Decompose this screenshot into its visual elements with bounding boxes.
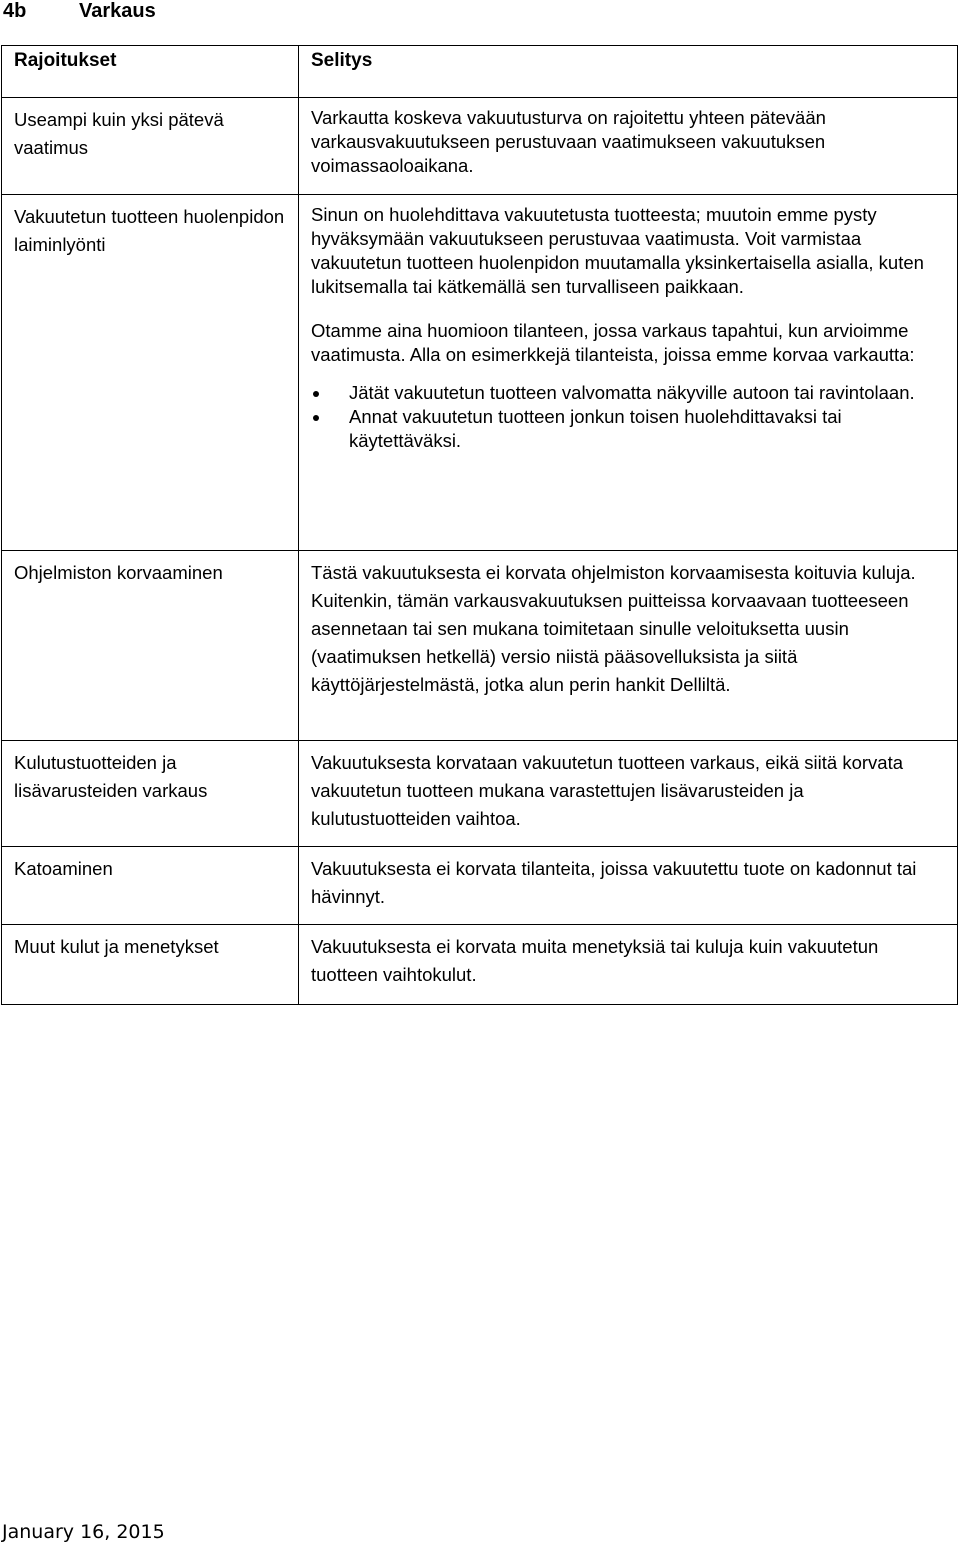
list-item-text: Annat vakuutetun tuotteen jonkun toisen huolehdittavaksi tai käytettäväksi. <box>349 406 842 451</box>
section-title: Varkaus <box>79 0 156 22</box>
table-header-row <box>2 46 958 98</box>
table-row <box>2 847 958 925</box>
row-label: Muut kulut ja menetykset <box>2 925 299 1005</box>
table-row <box>2 98 958 195</box>
row-explanation <box>299 551 958 741</box>
bullet-icon <box>313 391 319 397</box>
row-explanation <box>299 847 958 925</box>
list-item <box>349 405 947 453</box>
row-explanation <box>299 195 958 551</box>
row-explanation <box>299 98 958 195</box>
section-heading <box>3 0 156 24</box>
limitations-table <box>1 45 958 1005</box>
explanation-paragraph: Vakuutuksesta ei korvata tilanteita, joissa vakuutettu tuote on kadonnut tai hävinnyt. <box>311 858 917 907</box>
table-row <box>2 741 958 847</box>
row-label: Useampi kuin yksi pätevä vaatimus <box>2 98 299 195</box>
explanation-paragraph: Otamme aina huomioon tilanteen, jossa varkaus tapahtui, kun arvioimme vaatimusta. Alla on esimerkkejä tilanteista, joissa emme korvaa varkautta: <box>311 320 915 365</box>
section-number: 4b <box>3 0 27 22</box>
explanation-paragraph: Vakuutuksesta ei korvata muita menetyksiä tai kuluja kuin vakuutetun tuotteen vaihtokulut. <box>311 936 879 985</box>
explanation-paragraph: Sinun on huolehdittava vakuutetusta tuotteesta; muutoin emme pysty hyväksymään vakuutukseen perustuvaa vaatimusta. Voit varmistaa vakuutetun tuotteen huolenpidon muutamalla yksinkertaisella asialla, kuten lukitsemalla tai kätkemällä sen turvalliseen paikkaan. <box>311 204 924 297</box>
row-explanation <box>299 925 958 1005</box>
row-label: Kulutustuotteiden ja lisävarusteiden varkaus <box>2 741 299 847</box>
table-row <box>2 551 958 741</box>
table-row <box>2 925 958 1005</box>
table-row <box>2 195 958 551</box>
explanation-paragraph: Vakuutuksesta korvataan vakuutetun tuotteen varkaus, eikä siitä korvata vakuutetun tuotteen mukana varastettujen lisävarusteiden ja kulutustuotteiden vaihtoa. <box>311 752 903 829</box>
row-label: Ohjelmiston korvaaminen <box>2 551 299 741</box>
bullet-list <box>311 381 947 453</box>
row-explanation <box>299 741 958 847</box>
footer-date: January 16, 2015 <box>2 1521 165 1543</box>
list-item-text: Jätät vakuutetun tuotteen valvomatta näkyville autoon tai ravintolaan. <box>349 382 915 403</box>
column-header-limitations: Rajoitukset <box>2 46 299 98</box>
list-item <box>349 381 947 405</box>
row-label: Vakuutetun tuotteen huolenpidon laiminlyönti <box>2 195 299 551</box>
bullet-icon <box>313 415 319 421</box>
column-header-explanation: Selitys <box>299 46 958 98</box>
explanation-paragraph: Tästä vakuutuksesta ei korvata ohjelmiston korvaamisesta koituvia kuluja. Kuitenkin, tämän varkausvakuutuksen puitteissa korvaavaan tuotteeseen asennetaan tai sen mukana toimitetaan sinulle veloituksetta uusin (vaatimuksen hetkellä) versio niistä pääsovelluksista ja siitä käyttöjärjestelmästä, jotka alun perin hankit Delliltä. <box>311 562 916 695</box>
row-label: Katoaminen <box>2 847 299 925</box>
explanation-paragraph: Varkautta koskeva vakuutusturva on rajoitettu yhteen pätevään varkausvakuutukseen perustuvaan vaatimukseen vakuutuksen voimassaoloaikana. <box>311 107 826 176</box>
